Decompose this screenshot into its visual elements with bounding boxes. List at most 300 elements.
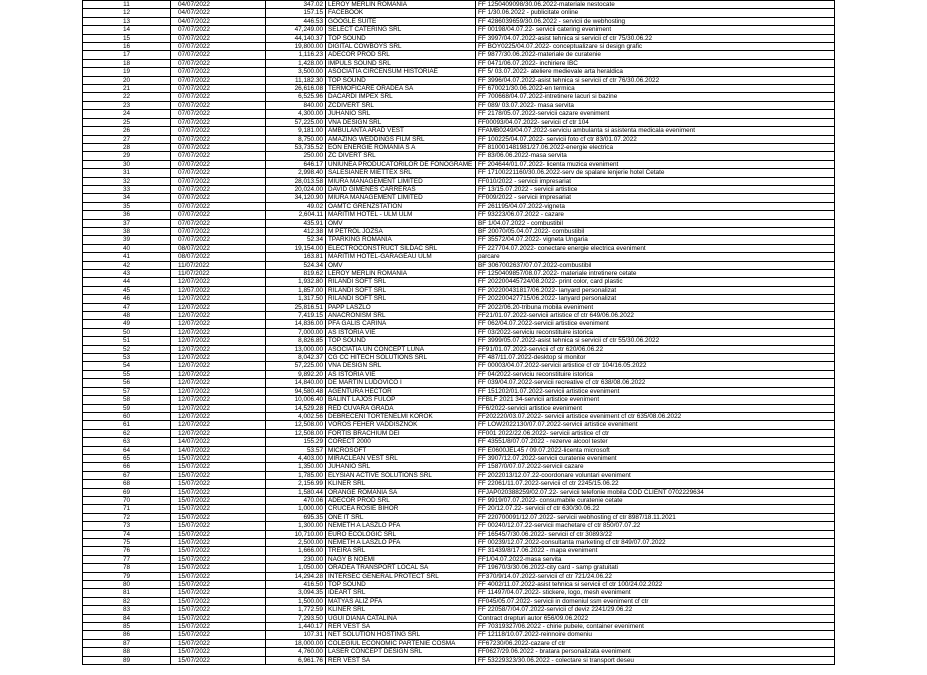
supplier-cell: MATYAS ALIZ PFA — [326, 597, 476, 605]
amount-cell: 347.02 — [266, 1, 326, 9]
supplier-cell: M PETROL JOZSA — [326, 227, 476, 235]
row-number-cell: 81 — [83, 589, 171, 597]
date-cell: 12/07/2022 — [171, 412, 266, 420]
row-number-cell: 40 — [83, 244, 171, 252]
table-row — [83, 362, 835, 370]
amount-cell: 1,300.00 — [266, 522, 326, 530]
amount-cell: 10,710.00 — [266, 530, 326, 538]
table-row — [83, 85, 835, 93]
table-row — [83, 648, 835, 656]
document-cell: FF 3997/04.07.2022-asist tehnica si servicii cf ctr 75/30.06.22 — [476, 34, 835, 42]
table-row — [83, 639, 835, 647]
date-cell: 12/07/2022 — [171, 312, 266, 320]
row-number-cell: 77 — [83, 555, 171, 563]
amount-cell: 1,785.00 — [266, 471, 326, 479]
row-number-cell: 73 — [83, 522, 171, 530]
row-number-cell: 65 — [83, 454, 171, 462]
table-row — [83, 370, 835, 378]
document-cell: FF 13/15.07.2022 - servicii artistice — [476, 185, 835, 193]
row-number-cell: 12 — [83, 9, 171, 17]
document-cell: BF 1/04.07.2022 - combustibil — [476, 219, 835, 227]
amount-cell: 840.00 — [266, 101, 326, 109]
date-cell: 12/07/2022 — [171, 429, 266, 437]
amount-cell: 230.00 — [266, 555, 326, 563]
supplier-cell: ONE IT SRL — [326, 513, 476, 521]
amount-cell: 446.53 — [266, 17, 326, 25]
row-number-cell: 60 — [83, 412, 171, 420]
row-number-cell: 30 — [83, 160, 171, 168]
supplier-cell: TOP SOUND — [326, 337, 476, 345]
document-cell: FF91/01.07.2022-servicii cf ctr 620/06.06.22 — [476, 345, 835, 353]
supplier-cell: ADECOR PROD SRL — [326, 51, 476, 59]
supplier-cell: BALINT LAJOS FULOP — [326, 396, 476, 404]
amount-cell: 9,181.00 — [266, 127, 326, 135]
date-cell: 15/07/2022 — [171, 564, 266, 572]
table-row — [83, 581, 835, 589]
date-cell: 12/07/2022 — [171, 328, 266, 336]
table-row — [83, 202, 835, 210]
amount-cell: 3,094.35 — [266, 589, 326, 597]
table-row — [83, 547, 835, 555]
row-number-cell: 46 — [83, 295, 171, 303]
document-cell: FF67230/06.2022-cazare cf ctr — [476, 639, 835, 647]
table-row — [83, 227, 835, 235]
row-number-cell: 37 — [83, 219, 171, 227]
table-row — [83, 143, 835, 151]
amount-cell: 416.50 — [266, 581, 326, 589]
supplier-cell: JUHANIO SRL — [326, 463, 476, 471]
date-cell: 11/07/2022 — [171, 270, 266, 278]
row-number-cell: 25 — [83, 118, 171, 126]
row-number-cell: 27 — [83, 135, 171, 143]
date-cell: 07/07/2022 — [171, 93, 266, 101]
date-cell: 15/07/2022 — [171, 505, 266, 513]
supplier-cell: FACEBOOK — [326, 9, 476, 17]
amount-cell: 52.34 — [266, 236, 326, 244]
row-number-cell: 87 — [83, 639, 171, 647]
amount-cell: 13,000.00 — [266, 345, 326, 353]
document-cell: FF 202200431817/06.2022- lanyard personalizat — [476, 286, 835, 294]
row-number-cell: 15 — [83, 34, 171, 42]
table-row — [83, 564, 835, 572]
row-number-cell: 80 — [83, 581, 171, 589]
amount-cell: 1,772.59 — [266, 606, 326, 614]
amount-cell: 1,857.00 — [266, 286, 326, 294]
table-row — [83, 93, 835, 101]
document-cell: FF 11497/04.07.2022- stickere, logo, mesh eveniment — [476, 589, 835, 597]
supplier-cell: TPARKING ROMANIA — [326, 236, 476, 244]
amount-cell: 44,140.37 — [266, 34, 326, 42]
supplier-cell: TERMOFICARE ORADEA SA — [326, 85, 476, 93]
amount-cell: 4,300.00 — [266, 110, 326, 118]
row-number-cell: 20 — [83, 76, 171, 84]
date-cell: 07/07/2022 — [171, 127, 266, 135]
table-row — [83, 328, 835, 336]
date-cell: 12/07/2022 — [171, 320, 266, 328]
table-row — [83, 589, 835, 597]
supplier-cell: LEROY MERLIN ROMANIA — [326, 1, 476, 9]
table-row — [83, 286, 835, 294]
supplier-cell: PAPP LASZLO — [326, 303, 476, 311]
supplier-cell: RER VEST SA — [326, 623, 476, 631]
document-cell: FF 0471/06.07.2022- inchiriere IBC — [476, 59, 835, 67]
row-number-cell: 58 — [83, 396, 171, 404]
row-number-cell: 59 — [83, 404, 171, 412]
document-cell: FF 1/30.06.2022 - publicitate online — [476, 9, 835, 17]
row-number-cell: 42 — [83, 261, 171, 269]
supplier-cell: ZC DIVERT SRL — [326, 152, 476, 160]
table-row — [83, 337, 835, 345]
date-cell: 07/07/2022 — [171, 110, 266, 118]
amount-cell: 7,419.15 — [266, 312, 326, 320]
supplier-cell: CG CC HITECH SOLUTIONS SRL — [326, 354, 476, 362]
amount-cell: 14,529.28 — [266, 404, 326, 412]
table-row — [83, 631, 835, 639]
amount-cell: 4,403.00 — [266, 454, 326, 462]
date-cell: 14/07/2022 — [171, 438, 266, 446]
row-number-cell: 18 — [83, 59, 171, 67]
document-cell: FF 19670/3/30.06.2022-city card - samp gratuitati — [476, 564, 835, 572]
supplier-cell: UNIUNEA PRODUCATORILOR DE FONOGRAME — [326, 160, 476, 168]
date-cell: 07/07/2022 — [171, 51, 266, 59]
supplier-cell: LASER CONCEPT DESIGN SRL — [326, 648, 476, 656]
date-cell: 07/07/2022 — [171, 236, 266, 244]
supplier-cell: ZCDIVERT SRL — [326, 101, 476, 109]
amount-cell: 2,156.99 — [266, 480, 326, 488]
amount-cell: 57,225.00 — [266, 118, 326, 126]
supplier-cell: MARITIM HOTEL - ULM ULM — [326, 211, 476, 219]
table-row — [83, 496, 835, 504]
amount-cell: 20,024.00 — [266, 185, 326, 193]
supplier-cell: OAMTC GRENZSTATION — [326, 202, 476, 210]
document-cell: FF 670021/30.06.2022-en termica — [476, 85, 835, 93]
table-row — [83, 379, 835, 387]
amount-cell: 53,735.52 — [266, 143, 326, 151]
table-row — [83, 253, 835, 261]
table-row — [83, 303, 835, 311]
amount-cell: 19,800.00 — [266, 43, 326, 51]
amount-cell: 57,225.00 — [266, 362, 326, 370]
row-number-cell: 85 — [83, 623, 171, 631]
row-number-cell: 68 — [83, 480, 171, 488]
row-number-cell: 57 — [83, 387, 171, 395]
document-cell: FF 53229323/30.06.2022 - colectare si transport deseu — [476, 656, 835, 664]
supplier-cell: TOP SOUND — [326, 581, 476, 589]
document-cell: FFJAP020388259/02.07.22- servicii telefonie mobila COD CLIENT 0702229634 — [476, 488, 835, 496]
supplier-cell: RILANDI SOFT SRL — [326, 286, 476, 294]
document-cell: FF 810001481981/27.06.2022-energie electrica — [476, 143, 835, 151]
amount-cell: 11,182.30 — [266, 76, 326, 84]
row-number-cell: 44 — [83, 278, 171, 286]
table-row — [83, 127, 835, 135]
table-row — [83, 606, 835, 614]
amount-cell: 7,293.50 — [266, 614, 326, 622]
document-cell: FF 100225/04.07.2022- servicii foto cf ctr 83/01.07.2022 — [476, 135, 835, 143]
table-row — [83, 446, 835, 454]
amount-cell: 157.15 — [266, 9, 326, 17]
date-cell: 15/07/2022 — [171, 614, 266, 622]
amount-cell: 94,580.48 — [266, 387, 326, 395]
amount-cell: 10,006.40 — [266, 396, 326, 404]
document-cell: BF 3067002637/07.07.2022-combustibil — [476, 261, 835, 269]
amount-cell: 18,000.00 — [266, 639, 326, 647]
table-row — [83, 177, 835, 185]
table-row — [83, 471, 835, 479]
date-cell: 07/07/2022 — [171, 211, 266, 219]
supplier-cell: MICROSOFT — [326, 446, 476, 454]
date-cell: 07/07/2022 — [171, 135, 266, 143]
supplier-cell: ASOCIATIA CIRCENSUM HISTORIAE — [326, 68, 476, 76]
supplier-cell: TOP SOUND — [326, 34, 476, 42]
date-cell: 15/07/2022 — [171, 623, 266, 631]
amount-cell: 1,580.44 — [266, 488, 326, 496]
supplier-cell: AS ISTORIA VIE — [326, 370, 476, 378]
table-row — [83, 76, 835, 84]
table-row — [83, 454, 835, 462]
row-number-cell: 35 — [83, 202, 171, 210]
amount-cell: 1,350.00 — [266, 463, 326, 471]
date-cell: 07/07/2022 — [171, 160, 266, 168]
date-cell: 08/07/2022 — [171, 244, 266, 252]
document-cell: FF 3999/05.07.2022-asist tehnica si servicii cf ctr 55/30.06.2022 — [476, 337, 835, 345]
row-number-cell: 56 — [83, 379, 171, 387]
document-cell: FF 00239/12.07.2022-consultanta marketing cf ctr 849/07.07.2022 — [476, 539, 835, 547]
date-cell: 15/07/2022 — [171, 589, 266, 597]
document-cell: FF BOY0225/04.07.2022- conceptualizare si design grafic — [476, 43, 835, 51]
supplier-cell: OMV — [326, 261, 476, 269]
row-number-cell: 34 — [83, 194, 171, 202]
supplier-cell: AMAZING WEDDINGS FILM SRL — [326, 135, 476, 143]
row-number-cell: 71 — [83, 505, 171, 513]
supplier-cell: EON ENERGIE ROMANIA S A — [326, 143, 476, 151]
payments-table — [82, 0, 835, 665]
supplier-cell: CRUCEA ROSIE BIHOR — [326, 505, 476, 513]
date-cell: 15/07/2022 — [171, 454, 266, 462]
document-cell: FF 31439/8/17.06.2022 - mapa eveniment — [476, 547, 835, 555]
table-row — [83, 160, 835, 168]
document-cell: FF 220700091/12.07.2022- servicii webhosting cf ctr 8987/18.11.2021 — [476, 513, 835, 521]
document-cell: FF 04/2022-serviciu reconstituire istorica — [476, 370, 835, 378]
supplier-cell: MIURA MANAGEMENT LIMITED — [326, 194, 476, 202]
date-cell: 07/07/2022 — [171, 101, 266, 109]
document-cell: FF 089/ 03.07.2022- masa servita — [476, 101, 835, 109]
row-number-cell: 23 — [83, 101, 171, 109]
amount-cell: 8,042.37 — [266, 354, 326, 362]
amount-cell: 1,666.00 — [266, 547, 326, 555]
table-row — [83, 110, 835, 118]
row-number-cell: 41 — [83, 253, 171, 261]
row-number-cell: 63 — [83, 438, 171, 446]
supplier-cell: KLINER SRL — [326, 480, 476, 488]
date-cell: 07/07/2022 — [171, 68, 266, 76]
table-row — [83, 345, 835, 353]
supplier-cell: RED CUVARA GRADA — [326, 404, 476, 412]
table-row — [83, 387, 835, 395]
table-row — [83, 194, 835, 202]
amount-cell: 1,500.00 — [266, 597, 326, 605]
supplier-cell: VNA DESIGN SRL — [326, 118, 476, 126]
table-row — [83, 261, 835, 269]
document-cell: FF 227704.07.2022- conectare energie electrica eveniment — [476, 244, 835, 252]
date-cell: 12/07/2022 — [171, 345, 266, 353]
document-cell: FF202220/03.07.2022- servicii artistice eveniment cf ctr 635/08.06.2022 — [476, 412, 835, 420]
document-cell: FF 2022013/12.07.22-coordonare voluntari eveniment — [476, 471, 835, 479]
date-cell: 15/07/2022 — [171, 471, 266, 479]
table-row — [83, 312, 835, 320]
date-cell: 15/07/2022 — [171, 572, 266, 580]
document-cell: FF 00198/04.07.22- servicii catering eveniment — [476, 26, 835, 34]
amount-cell: 6,961.76 — [266, 656, 326, 664]
date-cell: 07/07/2022 — [171, 143, 266, 151]
row-number-cell: 39 — [83, 236, 171, 244]
table-row — [83, 438, 835, 446]
supplier-cell: DE MARTIN LUDOVICO I — [326, 379, 476, 387]
row-number-cell: 33 — [83, 185, 171, 193]
document-cell: FF 4002/11.07.2022-asist tehnica si servicii cf ctr 100/24.02.2022 — [476, 581, 835, 589]
amount-cell: 47,249.00 — [266, 26, 326, 34]
document-cell: FF 4286039659/30.06.2022 - servicii de webhosting — [476, 17, 835, 25]
row-number-cell: 29 — [83, 152, 171, 160]
row-number-cell: 32 — [83, 177, 171, 185]
document-cell: FFBLF 2021 34-servicii artistice eveniment — [476, 396, 835, 404]
amount-cell: 9,892.20 — [266, 370, 326, 378]
row-number-cell: 69 — [83, 488, 171, 496]
supplier-cell: INTERSEC GENERAL PROTECT SRL — [326, 572, 476, 580]
table-row — [83, 320, 835, 328]
document-cell: FF 3907/12.07.2022-servicii curatenie eveniment — [476, 454, 835, 462]
supplier-cell: NET SOLUTION HOSTING SRL — [326, 631, 476, 639]
row-number-cell: 52 — [83, 345, 171, 353]
document-cell: FF 204644/01.07.2022- licenta muzica eveniment — [476, 160, 835, 168]
document-cell: FF 062/04.07.2022-servicii artistice eveniment — [476, 320, 835, 328]
supplier-cell: VNA DESIGN SRL — [326, 362, 476, 370]
document-cell: FF 487/11.07.2022-desktop si monitor — [476, 354, 835, 362]
amount-cell: 2,998.40 — [266, 169, 326, 177]
supplier-cell: DACARDI IMPEX SRL — [326, 93, 476, 101]
date-cell: 07/07/2022 — [171, 169, 266, 177]
document-cell: FF009/2022 - servicii impresariat — [476, 194, 835, 202]
amount-cell: 107.31 — [266, 631, 326, 639]
table-row — [83, 429, 835, 437]
amount-cell: 7,000.00 — [266, 328, 326, 336]
date-cell: 12/07/2022 — [171, 354, 266, 362]
table-row — [83, 211, 835, 219]
document-cell: FF00093/04.07.2022- servicii cf ctr 104 — [476, 118, 835, 126]
document-cell: FF 2178/05.07.2022-servicii cazare eveniment — [476, 110, 835, 118]
row-number-cell: 74 — [83, 530, 171, 538]
table-row — [83, 623, 835, 631]
amount-cell: 646.17 — [266, 160, 326, 168]
document-cell: FF 17100221160/30.06.2022-serv de spalare lenjerie hotel Cetate — [476, 169, 835, 177]
row-number-cell: 21 — [83, 85, 171, 93]
table-row — [83, 614, 835, 622]
date-cell: 15/07/2022 — [171, 530, 266, 538]
row-number-cell: 38 — [83, 227, 171, 235]
table-row — [83, 539, 835, 547]
document-cell: FF0627/29.06.2022 - bratara personalizata eveniment — [476, 648, 835, 656]
table-row — [83, 118, 835, 126]
row-number-cell: 49 — [83, 320, 171, 328]
amount-cell: 250.00 — [266, 152, 326, 160]
payments-table-body — [83, 1, 835, 665]
table-row — [83, 43, 835, 51]
supplier-cell: FORTIS BRACHIUM DEI — [326, 429, 476, 437]
supplier-cell: NAGY B NOEMI — [326, 555, 476, 563]
row-number-cell: 53 — [83, 354, 171, 362]
date-cell: 12/07/2022 — [171, 278, 266, 286]
amount-cell: 163.81 — [266, 253, 326, 261]
supplier-cell: UGUI DIANA CATALINA — [326, 614, 476, 622]
supplier-cell: VOROS FEHER VADDISZNOK — [326, 421, 476, 429]
document-cell: FF 151202/01.07.2022-servicii artistice eveniment — [476, 387, 835, 395]
supplier-cell: JUHANIO SRL — [326, 110, 476, 118]
supplier-cell: MIRACLEAN VEST SRL — [326, 454, 476, 462]
document-cell: FF 20/12.07.22- servicii cf ctr 630/30.06.22 — [476, 505, 835, 513]
amount-cell: 155.29 — [266, 438, 326, 446]
date-cell: 07/07/2022 — [171, 219, 266, 227]
document-cell: FF 3996/04.07.2022-asist tehnica si servicii cf ctr 76/30.06.2022 — [476, 76, 835, 84]
date-cell: 07/07/2022 — [171, 76, 266, 84]
supplier-cell: AMBULANTA ARAD VEST — [326, 127, 476, 135]
supplier-cell: AS ISTORIA VIE — [326, 328, 476, 336]
document-cell: FF370/9/14.07.2022-servicii cf ctr 721/24.06.22 — [476, 572, 835, 580]
document-cell: Contract drepturi autor 656/09.06.2022 — [476, 614, 835, 622]
date-cell: 12/07/2022 — [171, 295, 266, 303]
table-row — [83, 530, 835, 538]
row-number-cell: 36 — [83, 211, 171, 219]
row-number-cell: 51 — [83, 337, 171, 345]
date-cell: 15/07/2022 — [171, 555, 266, 563]
supplier-cell: ELECTROCONSTRUCT SILDAC SRL — [326, 244, 476, 252]
document-cell: FF1/04.07.2022-masa servita — [476, 555, 835, 563]
amount-cell: 435.91 — [266, 219, 326, 227]
row-number-cell: 88 — [83, 648, 171, 656]
row-number-cell: 64 — [83, 446, 171, 454]
supplier-cell: ANACRONISM SRL — [326, 312, 476, 320]
supplier-cell: TREIRA SRL — [326, 547, 476, 555]
table-row — [83, 68, 835, 76]
supplier-cell: RER VEST SA — [326, 656, 476, 664]
date-cell: 12/07/2022 — [171, 387, 266, 395]
row-number-cell: 86 — [83, 631, 171, 639]
date-cell: 12/07/2022 — [171, 337, 266, 345]
date-cell: 07/07/2022 — [171, 177, 266, 185]
row-number-cell: 55 — [83, 370, 171, 378]
table-row — [83, 278, 835, 286]
document-cell: FF 00240/12.07.22-servicii machetare cf ctr 850/07.07.22 — [476, 522, 835, 530]
table-row — [83, 513, 835, 521]
document-cell: FF001 2022/22.06.2022- servicii artistice cf ctr — [476, 429, 835, 437]
amount-cell: 14,836.00 — [266, 320, 326, 328]
row-number-cell: 28 — [83, 143, 171, 151]
amount-cell: 1,428.00 — [266, 59, 326, 67]
document-cell: FF 202200445724/08.2022- print color, card plastic — [476, 278, 835, 286]
table-row — [83, 244, 835, 252]
table-row — [83, 169, 835, 177]
date-cell: 07/07/2022 — [171, 59, 266, 67]
table-row — [83, 34, 835, 42]
row-number-cell: 79 — [83, 572, 171, 580]
table-row — [83, 270, 835, 278]
supplier-cell: OMV — [326, 219, 476, 227]
date-cell: 12/07/2022 — [171, 362, 266, 370]
table-row — [83, 152, 835, 160]
amount-cell: 12,508.00 — [266, 429, 326, 437]
supplier-cell: CORECT 2000 — [326, 438, 476, 446]
date-cell: 12/07/2022 — [171, 421, 266, 429]
supplier-cell: NEMETH A LASZLO PFA — [326, 522, 476, 530]
row-number-cell: 83 — [83, 606, 171, 614]
